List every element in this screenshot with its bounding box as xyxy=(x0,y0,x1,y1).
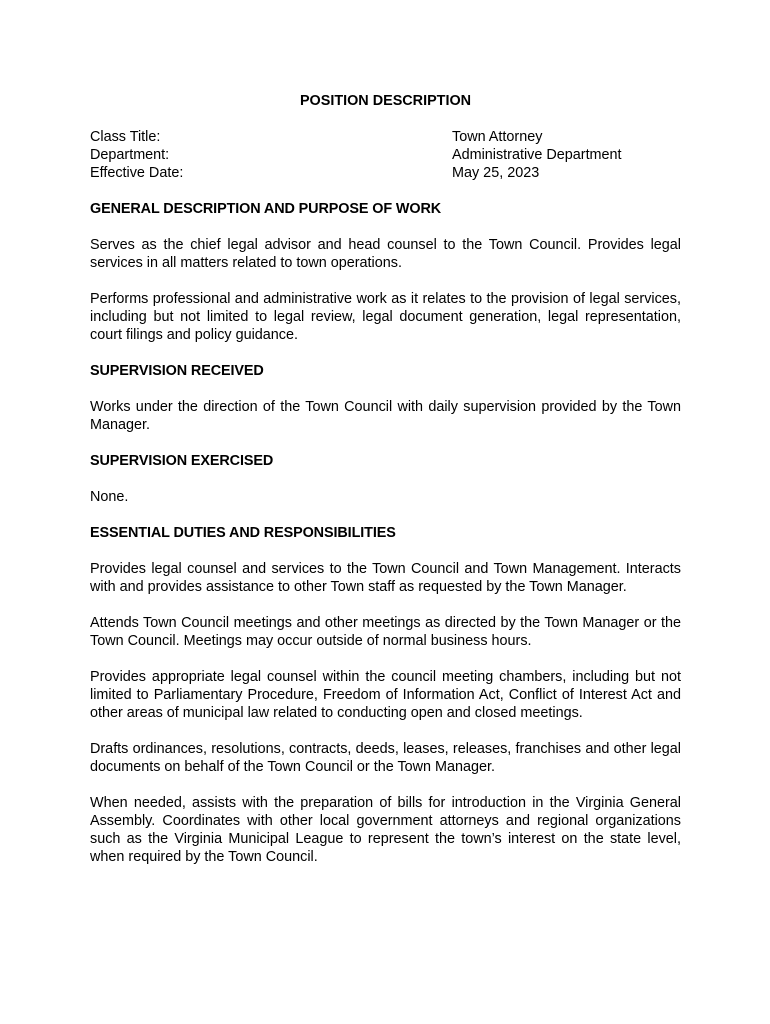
position-meta xyxy=(90,128,681,182)
document-title: POSITION DESCRIPTION xyxy=(299,93,472,109)
paragraph: Provides legal counsel and services to the Town Council and Town Management. Interacts with and provides assistance to other Town staff as requested by the Town Manager. xyxy=(90,561,681,595)
paragraph: Drafts ordinances, resolutions, contracts, deeds, leases, releases, franchises and other legal documents on behalf of the Town Council or the Town Manager. xyxy=(90,741,681,775)
paragraph: None. xyxy=(90,489,129,505)
meta-row-class-title xyxy=(90,128,681,146)
paragraph: Works under the direction of the Town Council with daily supervision provided by the Town Manager. xyxy=(90,399,681,433)
section-heading-essential-duties: ESSENTIAL DUTIES AND RESPONSIBILITIES xyxy=(90,525,396,541)
meta-value: Administrative Department xyxy=(452,147,622,163)
meta-row-effective-date xyxy=(90,164,681,182)
meta-label: Effective Date: xyxy=(90,165,184,181)
section-heading-supervision-exercised: SUPERVISION EXERCISED xyxy=(90,453,274,469)
meta-value: May 25, 2023 xyxy=(452,165,540,181)
meta-label: Class Title: xyxy=(90,129,161,145)
paragraph: When needed, assists with the preparation of bills for introduction in the Virginia General Assembly. Coordinates with other local government attorneys and regional organizations such as the Virginia Municipal League to represent the town’s interest on the state level, when required by the Town Council. xyxy=(90,795,681,865)
meta-row-department xyxy=(90,146,681,164)
meta-value: Town Attorney xyxy=(452,129,543,145)
paragraph: Performs professional and administrative work as it relates to the provision of legal services, including but not limited to legal review, legal document generation, legal representation, court filings and policy guidance. xyxy=(90,291,681,343)
section-heading-supervision-received: SUPERVISION RECEIVED xyxy=(90,363,264,379)
paragraph: Attends Town Council meetings and other meetings as directed by the Town Manager or the Town Council. Meetings may occur outside of normal business hours. xyxy=(90,615,681,649)
meta-label: Department: xyxy=(90,147,170,163)
document-page xyxy=(90,92,681,884)
paragraph: Provides appropriate legal counsel within the council meeting chambers, including but not limited to Parliamentary Procedure, Freedom of Information Act, Conflict of Interest Act and other areas of municipal law related to conducting open and closed meetings. xyxy=(90,669,681,721)
section-heading-general: GENERAL DESCRIPTION AND PURPOSE OF WORK xyxy=(90,201,442,217)
paragraph: Serves as the chief legal advisor and head counsel to the Town Council. Provides legal services in all matters related to town operations. xyxy=(90,237,681,271)
